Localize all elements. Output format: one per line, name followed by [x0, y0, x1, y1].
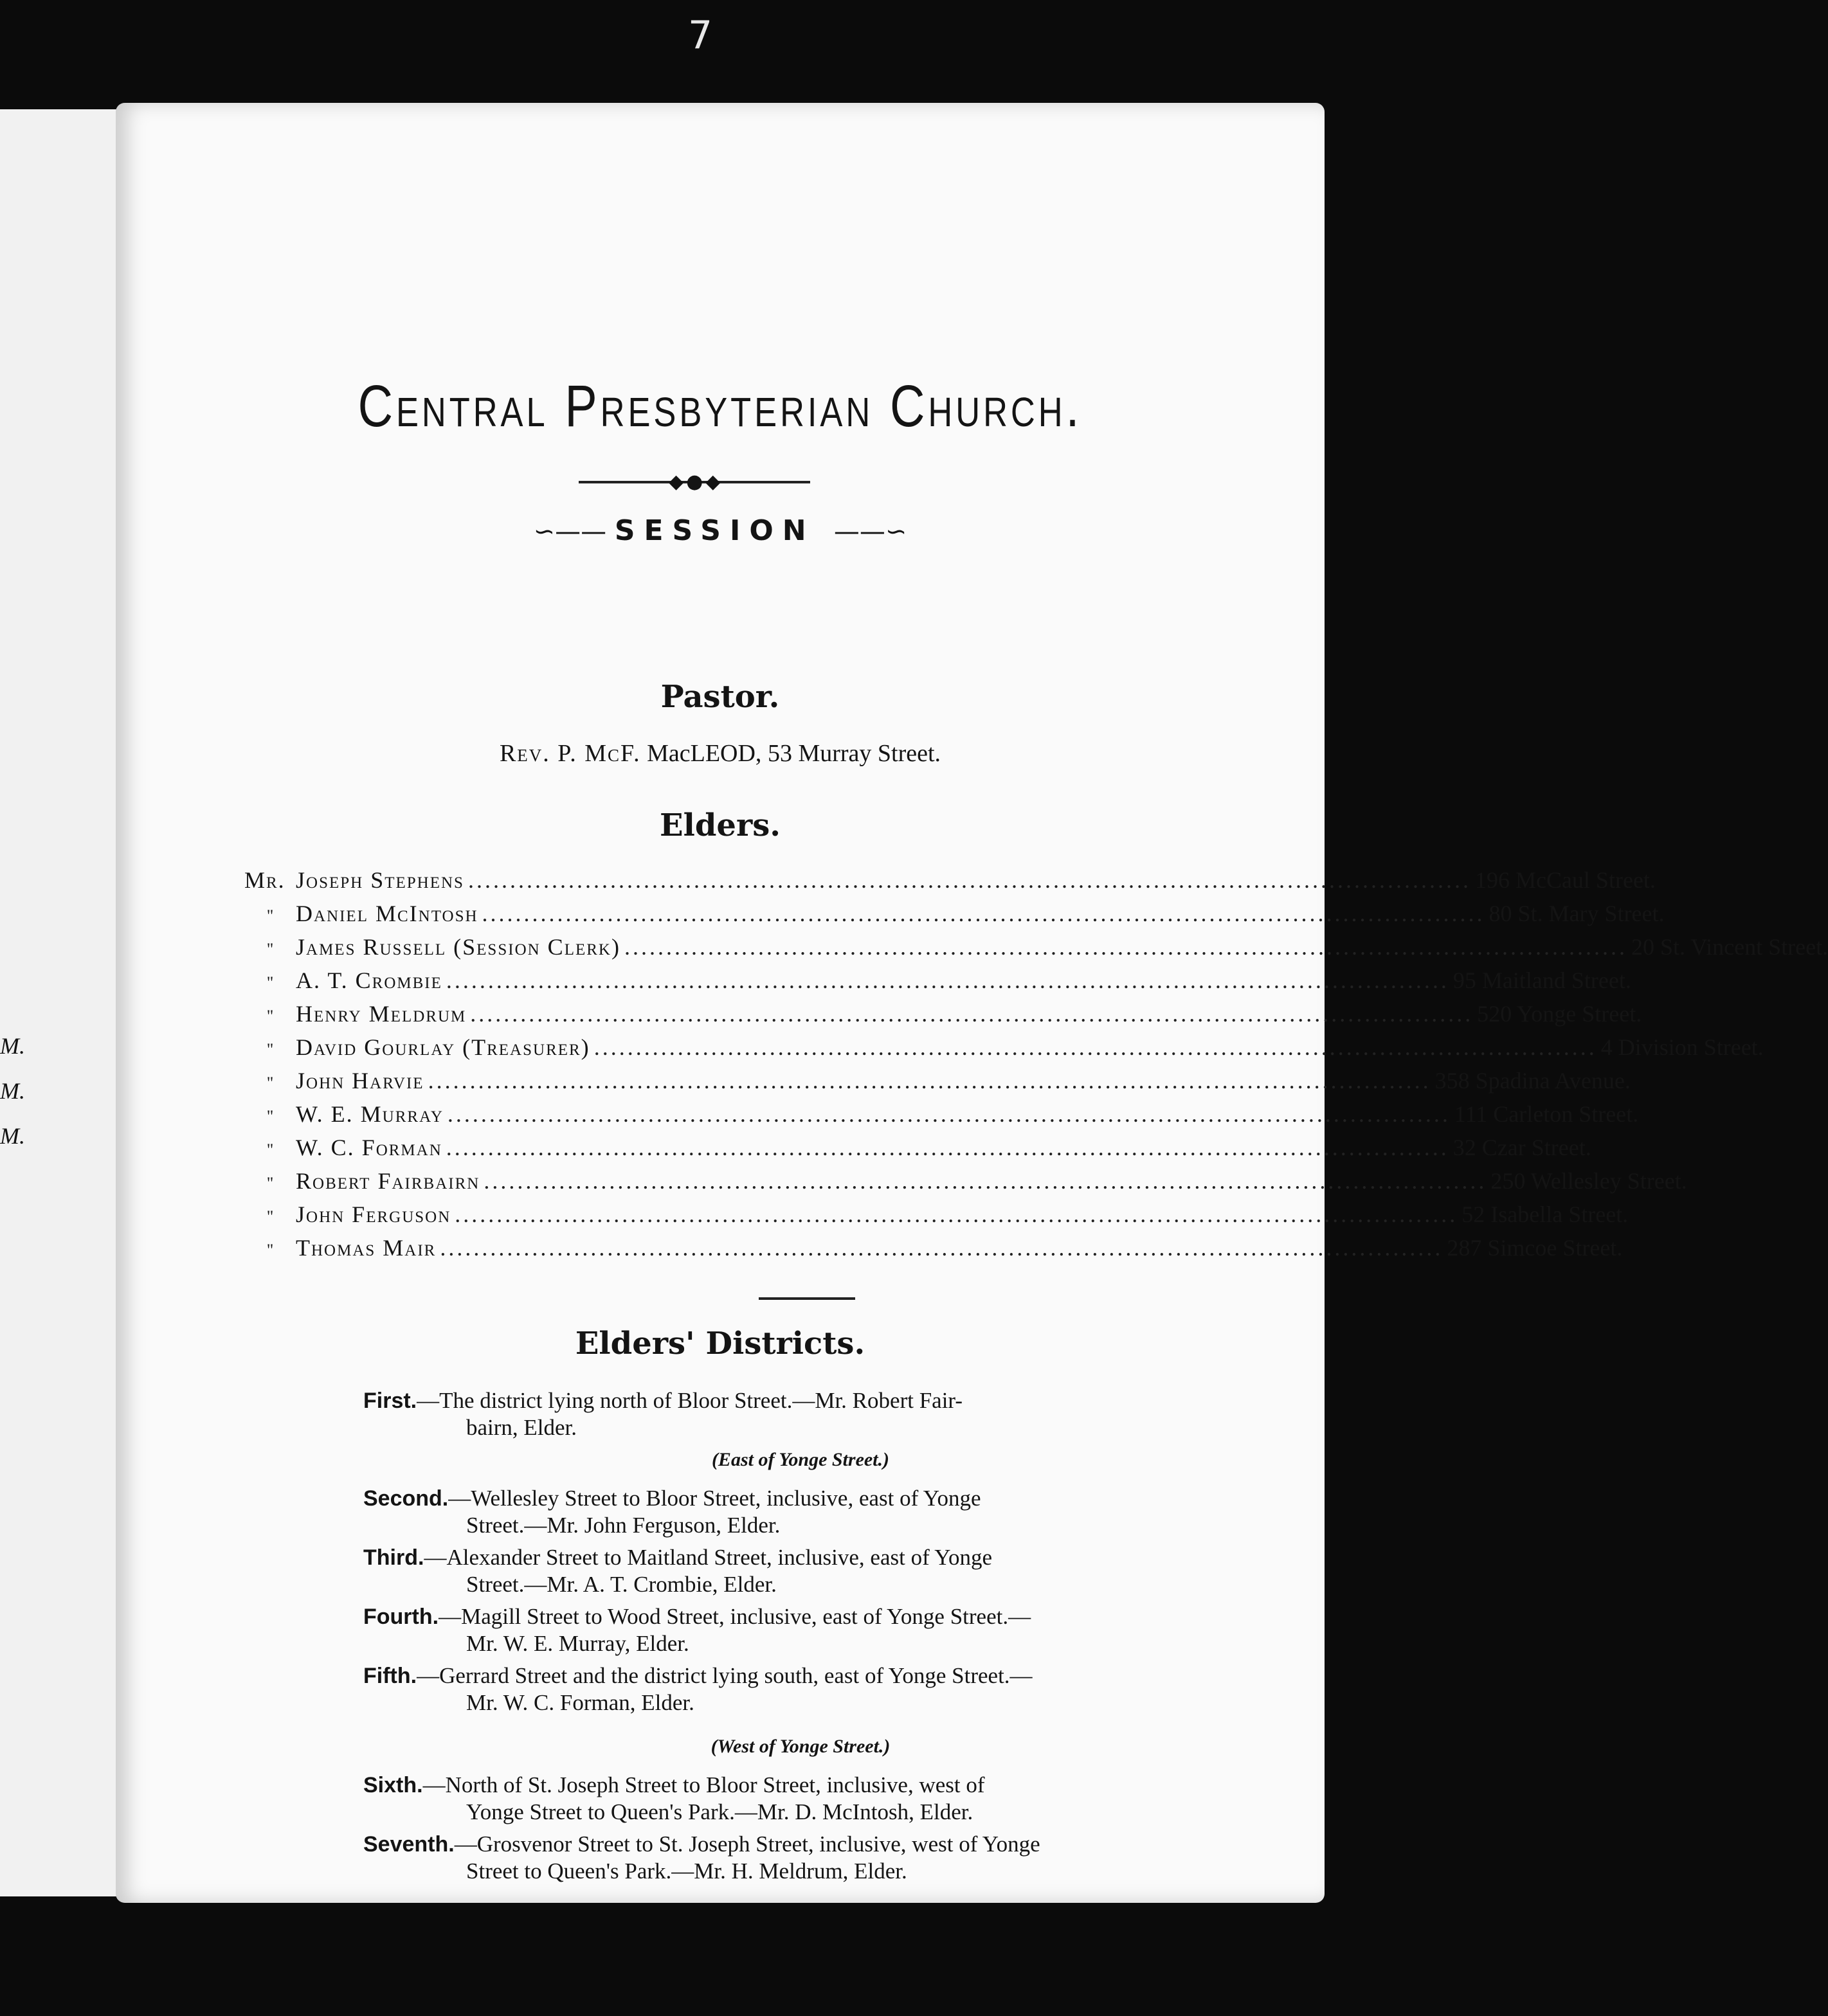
elder-prefix: "	[266, 1174, 274, 1192]
elder-address: 32 Czar Street.	[1452, 1135, 1591, 1160]
elder-row	[244, 900, 1665, 933]
elder-prefix: "	[266, 1140, 274, 1159]
district-text: —Grosvenor Street to St. Joseph Street, inclusive, west of Yonge	[454, 1832, 1040, 1857]
west-districts	[363, 1772, 1238, 1885]
elder-prefix: Mr.	[244, 867, 285, 893]
district-entry	[363, 1603, 1238, 1657]
district-text: —Wellesley Street to Bloor Street, inclusive, east of Yonge	[448, 1486, 981, 1511]
margin-letter: M.	[0, 1123, 25, 1149]
district-text-continued: Yonge Street to Queen's Park.—Mr. D. McIntosh, Elder.	[466, 1799, 973, 1824]
elder-name: David Gourlay (Treasurer)	[296, 1034, 590, 1060]
flourish-left: ∽——	[533, 517, 615, 546]
district-text: —North of St. Joseph Street to Bloor Street, inclusive, west of	[422, 1772, 985, 1797]
pastor-address: 53 Murray Street.	[767, 740, 941, 767]
district-text-continued: Street to Queen's Park.—Mr. H. Meldrum, Elder.	[466, 1859, 907, 1884]
section-rule	[759, 1297, 855, 1300]
district-entry	[363, 1772, 1238, 1826]
elder-prefix: "	[266, 1074, 274, 1092]
margin-letter: M.	[0, 1033, 25, 1059]
district-entry	[363, 1662, 1238, 1716]
elder-row	[244, 1234, 1623, 1268]
elder-address: 287 Simcoe Street.	[1447, 1235, 1623, 1261]
dot-leader: ........................................................................................................................	[467, 867, 1471, 893]
elder-prefix: "	[266, 1241, 274, 1259]
district-text: —Gerrard Street and the district lying south, east of Yonge Street.—	[417, 1663, 1033, 1688]
elder-name: A. T. Crombie	[296, 968, 442, 993]
document-page	[116, 103, 1828, 1903]
elder-row	[244, 1034, 1764, 1067]
elder-prefix: "	[266, 1040, 274, 1059]
district-label: Seventh.	[363, 1832, 455, 1857]
elder-row	[244, 867, 1656, 900]
dot-leader: ........................................................................................................................	[482, 901, 1485, 926]
session-heading: SESSION	[614, 514, 815, 547]
elder-address: 20 St. Vincent Street.	[1631, 934, 1828, 960]
elder-name: W. C. Forman	[296, 1135, 442, 1160]
scan-mark: 7	[688, 13, 713, 58]
district-entry	[363, 1387, 1238, 1441]
elder-address: 196 McCaul Street.	[1474, 867, 1656, 893]
district-text-continued: Mr. W. E. Murray, Elder.	[466, 1631, 689, 1656]
district-label: Second.	[363, 1486, 449, 1511]
ornament-dots: ◆●◆	[669, 471, 723, 493]
elder-name: Joseph Stephens	[296, 867, 464, 893]
elder-prefix: "	[266, 1007, 274, 1025]
elder-prefix: "	[266, 1207, 274, 1226]
elder-row	[244, 933, 1828, 967]
elder-prefix: "	[266, 973, 274, 992]
east-districts	[363, 1485, 1238, 1716]
districts-heading: Elders' Districts.	[575, 1326, 865, 1362]
elder-row	[244, 1167, 1687, 1201]
elder-address: 111 Carleton Street.	[1454, 1101, 1639, 1127]
elder-address: 250 Wellesley Street.	[1490, 1168, 1687, 1194]
dot-leader: ........................................................................................................................	[446, 1135, 1449, 1160]
elder-row	[244, 1201, 1629, 1234]
district-label: First.	[363, 1389, 417, 1413]
dot-leader: ........................................................................................................................	[447, 1101, 1451, 1127]
page-title: Central Presbyterian Church.	[357, 374, 1083, 439]
district-label: Sixth.	[363, 1773, 423, 1797]
elder-row	[244, 1000, 1642, 1034]
elder-name: W. E. Murray	[296, 1101, 444, 1127]
elder-row	[244, 1067, 1631, 1101]
elder-address: 358 Spadina Avenue.	[1434, 1068, 1631, 1094]
elder-row	[244, 1134, 1591, 1167]
district-entry	[363, 1831, 1238, 1885]
districts-list	[363, 1387, 1238, 1890]
elder-name: Henry Meldrum	[296, 1001, 467, 1027]
dot-leader: ........................................................................................................................	[455, 1202, 1458, 1227]
elder-name: John Ferguson	[296, 1202, 451, 1227]
margin-letter: M.	[0, 1078, 25, 1104]
elder-name: John Harvie	[296, 1068, 424, 1094]
district-text: —The district lying north of Bloor Street.—Mr. Robert Fair-	[417, 1388, 963, 1413]
dot-leader: ........................................................................................................................	[446, 968, 1449, 993]
dot-leader: ........................................................................................................................	[428, 1068, 1431, 1094]
elder-row	[244, 1101, 1639, 1134]
district-text-continued: Mr. W. C. Forman, Elder.	[466, 1690, 694, 1715]
district-text: —Alexander Street to Maitland Street, inclusive, east of Yonge	[424, 1545, 992, 1570]
dot-leader: ........................................................................................................................	[440, 1235, 1443, 1261]
elder-prefix: "	[266, 1107, 274, 1126]
elder-prefix: "	[266, 906, 274, 925]
dot-leader: ........................................................................................................................	[470, 1001, 1474, 1027]
elder-name: Robert Fairbairn	[296, 1168, 480, 1194]
elder-address: 520 Yonge Street.	[1477, 1001, 1642, 1027]
session-heading-row	[116, 514, 1325, 547]
dot-leader: ........................................................................................................................	[484, 1168, 1487, 1194]
district-text-continued: bairn, Elder.	[466, 1415, 577, 1440]
elder-address: 80 St. Mary Street.	[1489, 901, 1665, 926]
flourish-right: ——∽	[833, 517, 907, 546]
elder-row	[244, 967, 1631, 1000]
elder-address: 4 Division Street.	[1600, 1034, 1764, 1060]
elder-address: 95 Maitland Street.	[1452, 968, 1631, 993]
district-text-continued: Street.—Mr. A. T. Crombie, Elder.	[466, 1572, 777, 1597]
elder-name: Thomas Mair	[296, 1235, 437, 1261]
district-entry	[363, 1544, 1238, 1598]
district-text: —Magill Street to Wood Street, inclusive, east of Yonge Street.—	[439, 1604, 1031, 1629]
west-heading: (West of Yonge Street.)	[710, 1736, 891, 1757]
district-label: Fifth.	[363, 1664, 417, 1688]
district-label: Fourth.	[363, 1605, 439, 1629]
pastor-prefix: Rev. P. McF.	[499, 740, 641, 767]
elders-list	[244, 867, 1828, 1268]
elders-heading: Elders.	[660, 807, 781, 843]
district-text-continued: Street.—Mr. John Ferguson, Elder.	[466, 1513, 781, 1538]
dot-leader: ........................................................................................................................	[593, 1034, 1597, 1060]
elder-prefix: "	[266, 940, 274, 959]
pastor-line	[116, 739, 1325, 768]
district-label: Third.	[363, 1545, 424, 1570]
pastor-name: MacLEOD,	[647, 740, 762, 767]
dot-leader: ........................................................................................................................	[624, 934, 1627, 960]
pastor-heading: Pastor.	[660, 679, 780, 715]
elder-address: 52 Isabella Street.	[1461, 1202, 1629, 1227]
elder-name: James Russell (Session Clerk)	[296, 934, 620, 960]
elder-name: Daniel McIntosh	[296, 901, 478, 926]
east-heading: (East of Yonge Street.)	[711, 1449, 890, 1470]
district-entry	[363, 1485, 1238, 1539]
